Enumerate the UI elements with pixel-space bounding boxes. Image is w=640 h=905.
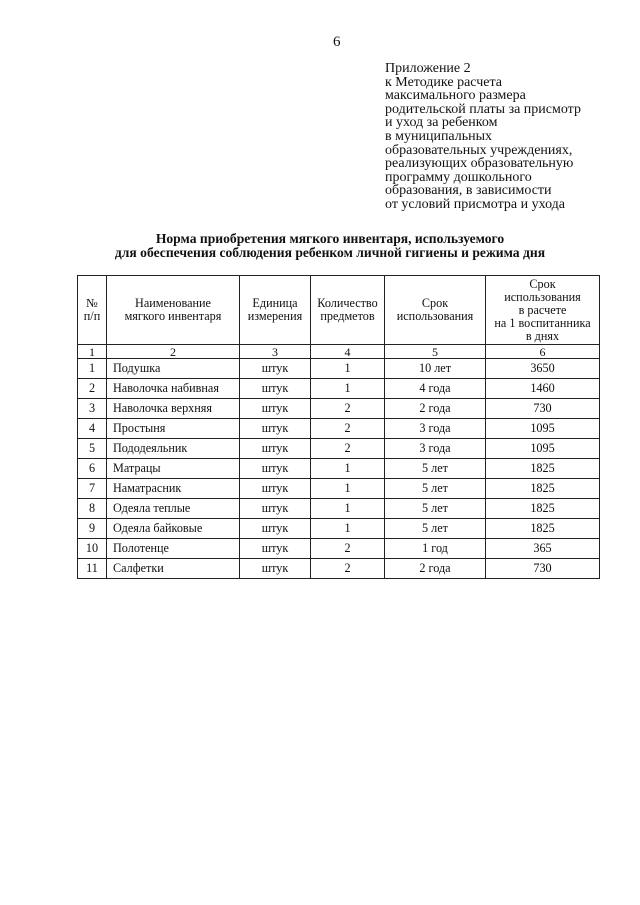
- term-cell: 10 лет: [385, 359, 486, 379]
- row-number-cell: 6: [78, 459, 107, 479]
- column-number: 1: [78, 345, 107, 359]
- term-cell: 5 лет: [385, 459, 486, 479]
- item-name-cell: Одеяла теплые: [107, 499, 240, 519]
- quantity-cell: 1: [311, 359, 385, 379]
- days-cell: 3650: [486, 359, 600, 379]
- term-cell: 5 лет: [385, 499, 486, 519]
- title-line-2: для обеспечения соблюдения ребенком личной гигиены и режима дня: [114, 245, 546, 260]
- quantity-cell: 2: [311, 399, 385, 419]
- column-number: 2: [107, 345, 240, 359]
- appendix-line: реализующих образовательную: [385, 156, 574, 172]
- quantity-cell: 2: [311, 439, 385, 459]
- table-row: [78, 479, 600, 499]
- days-cell: 1825: [486, 519, 600, 539]
- unit-cell: штук: [240, 379, 311, 399]
- term-cell: 5 лет: [385, 519, 486, 539]
- title-line-1: Норма приобретения мягкого инвентаря, используемого: [155, 231, 505, 246]
- days-cell: 730: [486, 559, 600, 579]
- header-number: № п/п: [78, 276, 107, 345]
- column-number: 3: [240, 345, 311, 359]
- header-term: Срок использования: [385, 276, 486, 345]
- item-name-cell: Подушка: [107, 359, 240, 379]
- column-number-row: [78, 345, 600, 359]
- row-number-cell: 3: [78, 399, 107, 419]
- appendix-line: образования, в зависимости: [385, 183, 552, 199]
- item-name-cell: Салфетки: [107, 559, 240, 579]
- table-row: [78, 499, 600, 519]
- unit-cell: штук: [240, 559, 311, 579]
- table-row: [78, 419, 600, 439]
- table-header-row: [78, 276, 600, 345]
- column-number: 6: [486, 345, 600, 359]
- unit-cell: штук: [240, 499, 311, 519]
- row-number-cell: 8: [78, 499, 107, 519]
- quantity-cell: 2: [311, 559, 385, 579]
- unit-cell: штук: [240, 539, 311, 559]
- quantity-cell: 2: [311, 539, 385, 559]
- table-row: [78, 459, 600, 479]
- page-number: 6: [333, 34, 341, 50]
- term-cell: 2 года: [385, 399, 486, 419]
- item-name-cell: Пододеяльник: [107, 439, 240, 459]
- row-number-cell: 4: [78, 419, 107, 439]
- appendix-note: [385, 62, 635, 212]
- document-title: [60, 232, 600, 260]
- term-cell: 3 года: [385, 439, 486, 459]
- appendix-line: от условий присмотра и ухода: [385, 196, 565, 212]
- row-number-cell: 2: [78, 379, 107, 399]
- table-row: [78, 399, 600, 419]
- row-number-cell: 11: [78, 559, 107, 579]
- quantity-cell: 1: [311, 459, 385, 479]
- days-cell: 1095: [486, 439, 600, 459]
- table-row: [78, 359, 600, 379]
- days-cell: 1460: [486, 379, 600, 399]
- column-number: 5: [385, 345, 486, 359]
- header-days-per-child: Срок использования в расчете на 1 воспитанника в днях: [486, 276, 600, 345]
- days-cell: 1825: [486, 479, 600, 499]
- item-name-cell: Наволочка верхняя: [107, 399, 240, 419]
- item-name-cell: Матрацы: [107, 459, 240, 479]
- unit-cell: штук: [240, 479, 311, 499]
- term-cell: 4 года: [385, 379, 486, 399]
- unit-cell: штук: [240, 519, 311, 539]
- table-row: [78, 379, 600, 399]
- row-number-cell: 10: [78, 539, 107, 559]
- term-cell: 5 лет: [385, 479, 486, 499]
- appendix-line: и уход за ребенком: [385, 115, 498, 131]
- item-name-cell: Одеяла байковые: [107, 519, 240, 539]
- days-cell: 730: [486, 399, 600, 419]
- term-cell: 1 год: [385, 539, 486, 559]
- appendix-line: программу дошкольного: [385, 169, 532, 185]
- quantity-cell: 2: [311, 419, 385, 439]
- row-number-cell: 5: [78, 439, 107, 459]
- header-item-name: Наименование мягкого инвентаря: [107, 276, 240, 345]
- appendix-line: образовательных учреждениях,: [385, 142, 573, 158]
- appendix-line: максимального размера: [385, 88, 526, 104]
- unit-cell: штук: [240, 419, 311, 439]
- quantity-cell: 1: [311, 379, 385, 399]
- days-cell: 1825: [486, 459, 600, 479]
- term-cell: 2 года: [385, 559, 486, 579]
- quantity-cell: 1: [311, 519, 385, 539]
- item-name-cell: Наволочка набивная: [107, 379, 240, 399]
- appendix-line: Приложение 2: [385, 61, 471, 76]
- item-name-cell: Полотенце: [107, 539, 240, 559]
- unit-cell: штук: [240, 459, 311, 479]
- days-cell: 1095: [486, 419, 600, 439]
- table-row: [78, 519, 600, 539]
- header-unit: Единица измерения: [240, 276, 311, 345]
- item-name-cell: Наматрасник: [107, 479, 240, 499]
- appendix-line: к Методике расчета: [385, 74, 502, 90]
- inventory-norm-table: [77, 275, 600, 579]
- table-row: [78, 559, 600, 579]
- appendix-line: в муниципальных: [385, 128, 493, 144]
- row-number-cell: 7: [78, 479, 107, 499]
- header-quantity: Количество предметов: [311, 276, 385, 345]
- column-number: 4: [311, 345, 385, 359]
- quantity-cell: 1: [311, 479, 385, 499]
- term-cell: 3 года: [385, 419, 486, 439]
- appendix-line: родительской платы за присмотр: [385, 101, 581, 117]
- days-cell: 365: [486, 539, 600, 559]
- unit-cell: штук: [240, 439, 311, 459]
- unit-cell: штук: [240, 399, 311, 419]
- item-name-cell: Простыня: [107, 419, 240, 439]
- table-row: [78, 439, 600, 459]
- row-number-cell: 1: [78, 359, 107, 379]
- unit-cell: штук: [240, 359, 311, 379]
- quantity-cell: 1: [311, 499, 385, 519]
- row-number-cell: 9: [78, 519, 107, 539]
- table-row: [78, 539, 600, 559]
- days-cell: 1825: [486, 499, 600, 519]
